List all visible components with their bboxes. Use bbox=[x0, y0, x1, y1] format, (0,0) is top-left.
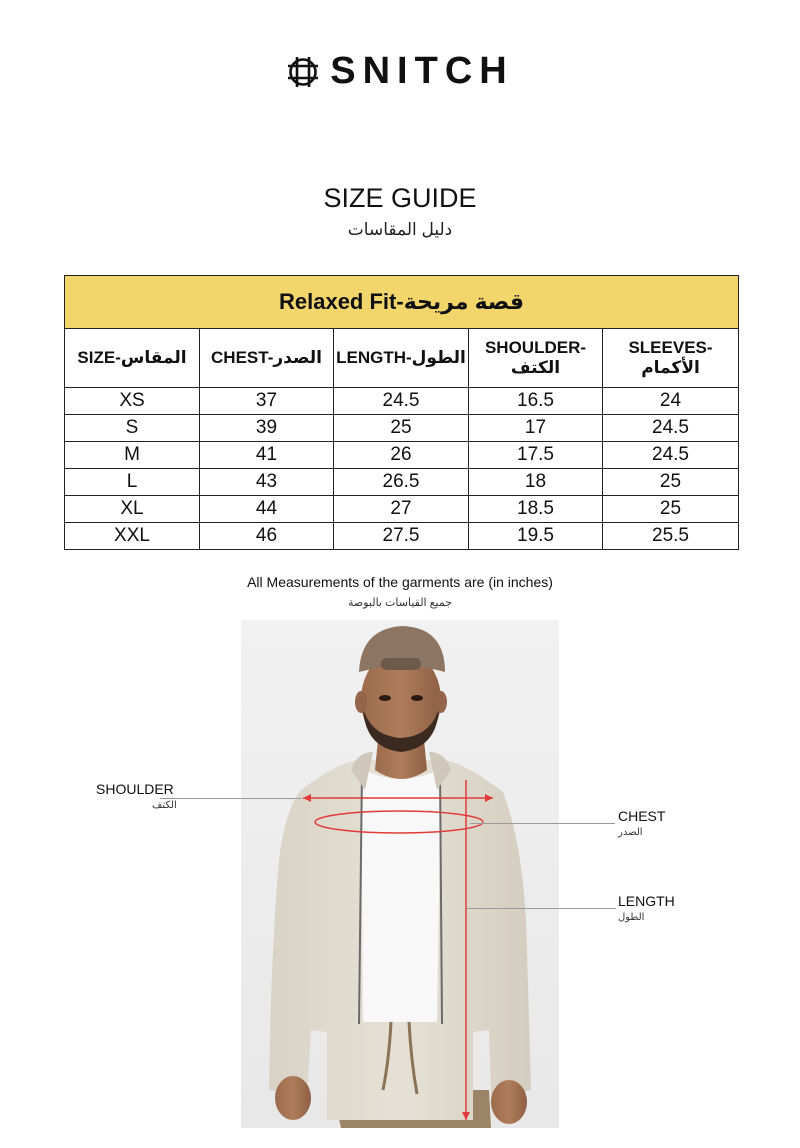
size-cell: XXL bbox=[65, 523, 200, 550]
chest-cell: 44 bbox=[200, 496, 334, 523]
header-sleeves: SLEEVES- الأكمام bbox=[603, 329, 739, 388]
shoulder-guide-line bbox=[160, 798, 302, 799]
table-row bbox=[65, 496, 739, 523]
chest-cell: 43 bbox=[200, 469, 334, 496]
size-cell: S bbox=[65, 415, 200, 442]
length-cell: 27 bbox=[334, 496, 469, 523]
header-size: SIZE-المقاس bbox=[65, 329, 200, 388]
sleeves-cell: 24 bbox=[603, 388, 739, 415]
shoulder-cell: 17 bbox=[469, 415, 603, 442]
brand-logo bbox=[0, 50, 800, 93]
table-row bbox=[65, 523, 739, 550]
length-cell: 25 bbox=[334, 415, 469, 442]
fit-title: Relaxed Fit-قصة مريحة bbox=[65, 276, 739, 329]
header-length: LENGTH-الطول bbox=[334, 329, 469, 388]
shoulder-cell: 18 bbox=[469, 469, 603, 496]
table-row bbox=[65, 388, 739, 415]
table-row bbox=[65, 469, 739, 496]
header-shoulder: SHOULDER- الكتف bbox=[469, 329, 603, 388]
size-cell: XS bbox=[65, 388, 200, 415]
sleeves-cell: 24.5 bbox=[603, 415, 739, 442]
snitch-grid-logo-icon bbox=[286, 55, 320, 89]
page-title: SIZE GUIDE bbox=[323, 183, 477, 213]
length-guide-line bbox=[466, 908, 616, 909]
length-cell: 24.5 bbox=[334, 388, 469, 415]
length-label-arabic: الطول bbox=[618, 912, 645, 923]
length-cell: 27.5 bbox=[334, 523, 469, 550]
sleeves-cell: 24.5 bbox=[603, 442, 739, 469]
length-label: LENGTH bbox=[618, 893, 675, 909]
size-cell: XL bbox=[65, 496, 200, 523]
model-photo bbox=[241, 620, 559, 1128]
size-chart-table bbox=[64, 275, 739, 550]
chest-label-arabic: الصدر bbox=[618, 827, 643, 838]
chest-cell: 41 bbox=[200, 442, 334, 469]
shoulder-cell: 19.5 bbox=[469, 523, 603, 550]
chest-guide-line bbox=[470, 823, 615, 824]
chest-cell: 46 bbox=[200, 523, 334, 550]
size-cell: M bbox=[65, 442, 200, 469]
measurement-note: All Measurements of the garments are (in inches) bbox=[247, 574, 553, 590]
sleeves-cell: 25.5 bbox=[603, 523, 739, 550]
shoulder-label-arabic: الكتف bbox=[152, 800, 177, 811]
table-row bbox=[65, 442, 739, 469]
model-illustration bbox=[241, 620, 559, 1128]
page-subtitle-arabic: دليل المقاسات bbox=[347, 220, 453, 239]
size-cell: L bbox=[65, 469, 200, 496]
length-cell: 26 bbox=[334, 442, 469, 469]
table-row bbox=[65, 415, 739, 442]
chest-label: CHEST bbox=[618, 808, 666, 824]
chest-cell: 39 bbox=[200, 415, 334, 442]
sleeves-cell: 25 bbox=[603, 496, 739, 523]
fit-title-row bbox=[65, 276, 739, 329]
measurement-note-arabic: جميع القياسات بالبوصة bbox=[347, 597, 453, 609]
shoulder-cell: 17.5 bbox=[469, 442, 603, 469]
length-cell: 26.5 bbox=[334, 469, 469, 496]
sleeves-cell: 25 bbox=[603, 469, 739, 496]
header-row bbox=[65, 329, 739, 388]
chest-cell: 37 bbox=[200, 388, 334, 415]
shoulder-cell: 16.5 bbox=[469, 388, 603, 415]
shoulder-cell: 18.5 bbox=[469, 496, 603, 523]
header-chest: CHEST-الصدر bbox=[200, 329, 334, 388]
brand-name: SNITCH bbox=[330, 50, 514, 92]
shoulder-label: SHOULDER bbox=[96, 781, 174, 797]
